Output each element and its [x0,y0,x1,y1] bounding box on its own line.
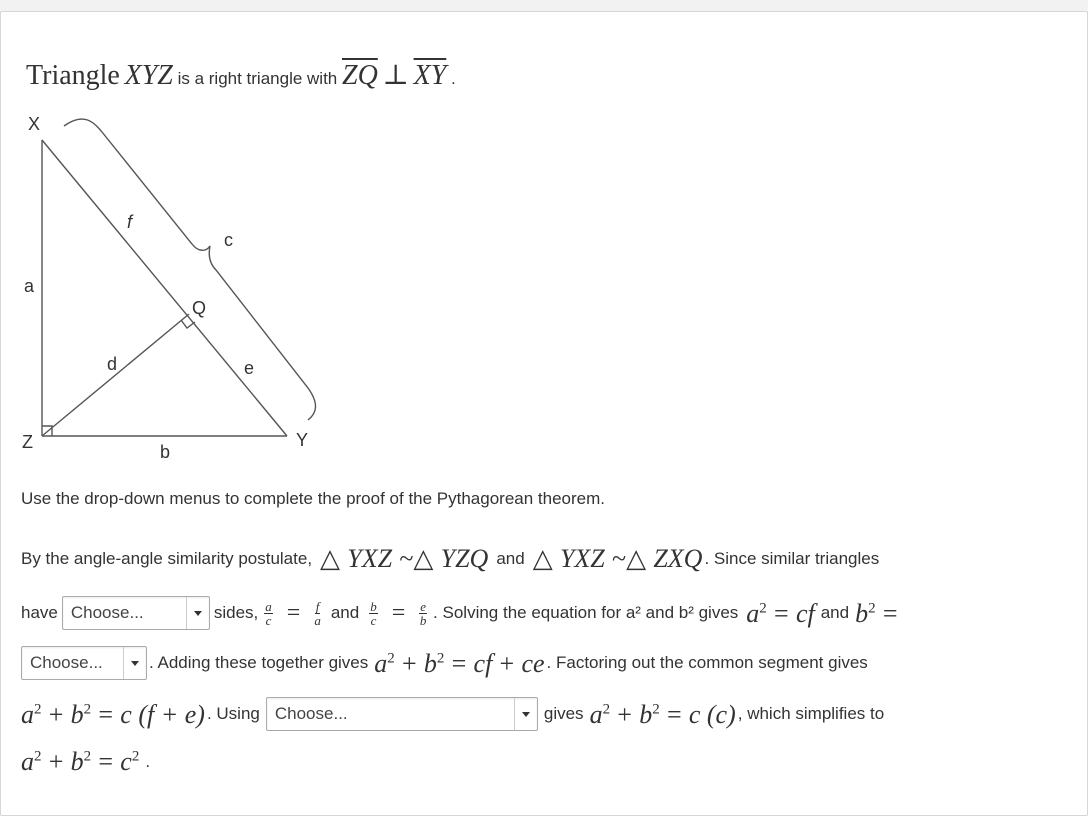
proof-text: sides, [213,603,259,622]
label-q: Q [192,298,207,318]
math-c-f-plus-e: c (f + e) [120,699,205,729]
and-text: and [820,603,850,622]
math-yxz: YXZ [559,544,605,573]
math-cf: cf [795,598,815,628]
proof-line-2: have Choose... sides, $\frac{a}{c}$ = $\frac{f}{a}$ and $\frac{b}{c}$ = $\frac{e}{b}$ . Solving the equation for a² and b² gives $a^2$ = cf and $b^2$ = [21,596,899,630]
math-b: b [855,598,869,628]
math-c: c [120,747,132,776]
fraction-a-over-c: $\frac{a}{c}$ [265,598,272,628]
dropdown-3-value: Choose... [274,704,348,723]
proof-line-3: Choose... . Adding these together gives $a^2 + b^2$ = cf + ce . Factoring out the common segment gives [21,646,868,680]
dropdown-2-select[interactable] [21,646,147,680]
label-x: X [28,114,41,134]
title-triangle-name: XYZ [124,60,173,91]
proof-text: . Adding these together gives [149,653,369,672]
title-segment-zq: $\overline{ZQ}$ [342,60,378,91]
math-yxz: YXZ [347,544,393,573]
and-text: and [496,548,525,568]
proof-text: . Since similar triangles [704,548,880,568]
chevron-down-icon[interactable] [123,647,146,679]
math-zxq: ZXQ [653,544,703,573]
perpendicular-symbol: ⊥ [382,60,409,91]
question-title [26,58,456,92]
hypotenuse-line [42,140,287,436]
title-segment-xy: $\overline{XY}$ [413,60,447,91]
math-c-c: c (c) [688,699,736,729]
fraction-f-over-a: $\frac{f}{a}$ [314,598,321,628]
label-d: d [107,354,118,374]
triangle-symbol: △ [626,544,647,574]
triangle-symbol: △ [413,544,434,574]
proof-line-4: $a^2 + b^2 = c$ (f + e) . Using Choose... gives $a^2 + b^2 = c$ (c) , which simplifies to [21,697,884,731]
dropdown-1-select[interactable] [62,596,210,630]
triangle-symbol: △ [320,544,341,574]
title-triangle-word: Triangle [26,60,120,91]
chevron-down-icon[interactable] [186,597,209,629]
proof-text: , which simplifies to [737,704,885,723]
instruction-text: Use the drop-down menus to complete the proof of the Pythagorean theorem. [21,489,606,508]
proof-line-5: $a^2 + b^2 = c^2$ . [21,747,151,776]
proof-text: . Factoring out the common segment gives [546,653,868,672]
proof-text: By the angle-angle similarity postulate, [21,548,313,568]
similar-symbol: ~ [612,544,627,573]
label-z: Z [22,432,33,452]
math-ce: ce [521,648,545,678]
title-mid-text: is a right triangle with [177,69,338,88]
equals-symbol: = [391,599,406,626]
proof-text: gives [543,704,584,723]
triangle-diagram [14,108,344,468]
title-period: . [451,69,456,88]
label-a: a [24,276,35,296]
dropdown-2-value: Choose... [30,653,103,672]
label-f: f [127,212,133,232]
math-a: a [746,598,760,628]
label-y: Y [296,430,309,450]
fraction-e-over-b: $\frac{e}{b}$ [419,598,427,628]
proof-text: have [21,603,58,622]
math-yzq: YZQ [440,544,489,573]
proof-text: . [145,751,151,771]
fraction-b-over-c: $\frac{b}{c}$ [370,598,377,628]
altitude-d-line [42,314,189,436]
similar-symbol: ~ [399,544,414,573]
triangle-symbol: △ [532,544,553,574]
and-text: and [330,603,360,622]
brace-c [64,119,316,420]
label-b: b [160,442,171,462]
proof-text: . Solving the equation for a² and b² gives [433,603,739,622]
dropdown-1-value: Choose... [70,603,144,622]
right-angle-q-icon [181,320,195,328]
proof-line-1 [21,543,879,574]
label-e: e [244,358,255,378]
dropdown-3-select[interactable] [266,697,538,731]
equals-symbol: = [286,599,301,626]
proof-text: . Using [206,704,260,723]
chevron-down-icon[interactable] [514,698,537,730]
label-c: c [224,230,233,250]
